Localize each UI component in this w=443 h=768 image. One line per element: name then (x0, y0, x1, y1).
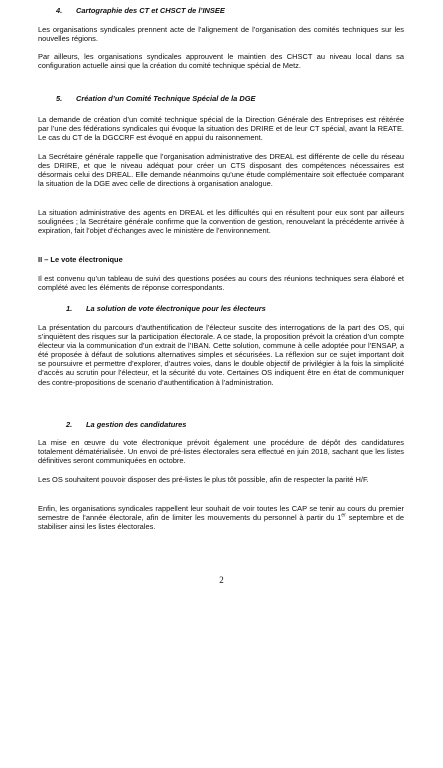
paragraph-3-start: Enfin, les organisations syndicales rappellent leur souhait de voir toutes les CAP se tenir au cours du premier semestre de l’année électorale, afin de limiter les mouvements du personnel à partir du 1 (38, 504, 404, 523)
section-4-paragraph-1: Les organisations syndicales prennent acte de l’alignement de l’organisation des comités techniques sur les nouvelles régions. (38, 25, 404, 44)
subsection-1-heading (66, 304, 266, 313)
section-5-heading (56, 94, 256, 103)
ordinal-superscript: er (341, 512, 346, 519)
section-4-paragraph-2: Par ailleurs, les organisations syndicales approuvent le maintien des CHSCT au niveau local dans sa configuration actuelle ainsi que la création du comité technique spécial de Metz. (38, 52, 404, 71)
subsection-2-title: La gestion des candidatures (86, 420, 187, 429)
section-5-number: 5. (56, 94, 63, 103)
section-4-heading (56, 6, 225, 15)
section-4-number: 4. (56, 6, 63, 15)
subsection-2-number: 2. (66, 420, 73, 429)
section-5-paragraph-3: La situation administrative des agents en DREAL et les difficultés qui en résultent pour eux sont par ailleurs soulignées ; la Secrétaire générale confirme que la convention de gestion, renouvelant la précédente arrivée à expiration, fait l’objet d’échanges avec le ministère de l’environnement. (38, 208, 404, 236)
subsection-2-paragraph-3 (38, 504, 404, 531)
section-4-title: Cartographie des CT et CHSCT de l’INSEE (76, 6, 225, 15)
section-5-paragraph-2: La Secrétaire générale rappelle que l’organisation administrative des DREAL est différente de celle du réseau des DRIRE, et que le niveau adéquat pour créer un CTS disposant des compétences nécessaires est désormais celui des DREAL. Elle demande néanmoins qu’une étude complémentaire soit effectuée comparant la situation de la DGE avec celle de directions à organisation analogue. (38, 152, 404, 189)
subsection-2-heading (66, 420, 186, 429)
subsection-1-number: 1. (66, 304, 73, 313)
subsection-2-paragraph-1: La mise en œuvre du vote électronique prévoit également une procédure de dépôt des candidatures totalement dématérialisée. Un envoi de pré-listes électorales sera effectué en juin 2018, sachant que les listes définitives seront communiquées en octobre. (38, 438, 404, 466)
part-2-intro: Il est convenu qu’un tableau de suivi des questions posées au cours des réunions techniques sera élaboré et complété avec les éléments de réponse correspondants. (38, 274, 404, 293)
page-number: 2 (219, 575, 224, 585)
section-5-title: Création d’un Comité Technique Spécial de la DGE (76, 94, 256, 103)
subsection-1-title: La solution de vote électronique pour les électeurs (86, 304, 266, 313)
paragraph-3-end: septembre et de stabiliser ainsi les listes électorales. (38, 513, 404, 532)
subsection-2-paragraph-2: Les OS souhaitent pouvoir disposer des pré-listes le plus tôt possible, afin de respecter la parité H/F. (38, 475, 369, 484)
section-5-paragraph-1: La demande de création d’un comité technique spécial de la Direction Générale des Entreprises est réitérée par l’une des fédérations syndicales qui évoque la situation des DRIRE et de leur CT spécial, avant la REATE. Le cas du CT de la DGCCRF est évoqué en appui du raisonnement. (38, 115, 404, 143)
part-2-heading: II – Le vote électronique (38, 255, 123, 264)
subsection-1-paragraph: La présentation du parcours d’authentification de l’électeur suscite des interrogations de la part des OS, qui s’inquiètent des risques sur la participation électorale. A ce stade, la proposition prévoit la création d’un compte électeur via la communication d’un extrait de l’IBAN. Cette solution, commune à celle adoptée pour l’ENSAP, a été proposée à défaut de solutions alternatives simples et sécurisées. La réflexion sur ce sujet important doit se poursuivre et permettre d’explorer, d’autres voies, dans le double objectif de privilégier à la fois la simplicité d’accès au scrutin pour l’électeur, et la sécurité du vote. Certaines OS indiquent être en état de communiquer des contre-propositions de scenario d’authentification à l’administration. (38, 323, 404, 387)
